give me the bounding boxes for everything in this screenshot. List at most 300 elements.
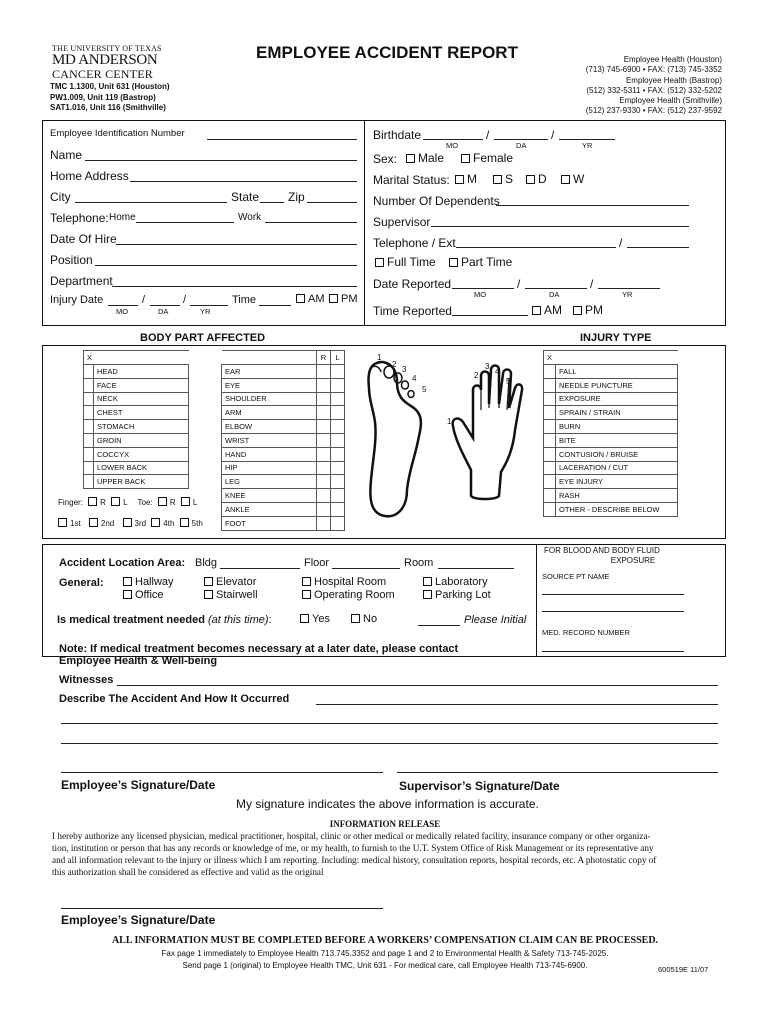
city-label: City bbox=[50, 190, 71, 204]
hospital-room-label: Hospital Room bbox=[314, 576, 387, 588]
date-slash: / bbox=[142, 294, 146, 306]
contact-line: (512) 237-9330 • FAX: (512) 237-9592 bbox=[585, 106, 722, 116]
body-part-table-1 bbox=[83, 350, 189, 489]
position-label: Position bbox=[50, 253, 93, 267]
check-cell[interactable] bbox=[84, 392, 94, 406]
describe-label: Describe The Accident And How It Occurred bbox=[59, 693, 290, 705]
injury-pm-option[interactable] bbox=[329, 293, 358, 305]
check-cell[interactable] bbox=[544, 420, 556, 434]
injury-type-cell: OTHER - DESCRIBE BELOW bbox=[556, 502, 678, 516]
r-cell[interactable] bbox=[317, 365, 331, 379]
telephone-field[interactable] bbox=[456, 247, 616, 248]
describe-field-3[interactable] bbox=[61, 743, 718, 744]
hand-num-1: 1 bbox=[447, 417, 452, 426]
med-record-field[interactable] bbox=[542, 651, 684, 652]
pm-label: PM bbox=[341, 293, 358, 305]
digit-label: 2nd bbox=[100, 519, 115, 528]
check-cell[interactable] bbox=[84, 406, 94, 420]
dependents-label: Number Of Dependents bbox=[373, 194, 500, 208]
body-part-table-2 bbox=[221, 350, 345, 531]
check-cell[interactable] bbox=[544, 447, 556, 461]
l-cell[interactable] bbox=[331, 489, 345, 503]
stairwell-checkbox[interactable] bbox=[204, 590, 213, 599]
check-cell[interactable] bbox=[544, 365, 556, 379]
describe-field-1[interactable] bbox=[316, 704, 718, 705]
state-field[interactable] bbox=[260, 202, 284, 203]
da-caption: DA bbox=[516, 141, 527, 150]
body-part-cell: HIP bbox=[222, 461, 317, 475]
please-initial-label: Please Initial bbox=[464, 614, 527, 626]
home-phone-label: Home bbox=[109, 212, 136, 223]
mo-caption: MO bbox=[446, 141, 459, 150]
r-cell[interactable] bbox=[317, 378, 331, 392]
full-time-label: Full Time bbox=[387, 255, 436, 269]
hand-num-5: 5 bbox=[506, 377, 511, 386]
date-of-hire-field[interactable] bbox=[116, 244, 357, 245]
marital-s-label: S bbox=[505, 172, 514, 186]
elevator-checkbox[interactable] bbox=[204, 577, 213, 586]
l-header: L bbox=[331, 351, 345, 365]
body-part-cell: HEAD bbox=[94, 365, 189, 379]
zip-label: Zip bbox=[288, 190, 305, 204]
digit-label: 3rd bbox=[134, 519, 147, 528]
home-address-field[interactable] bbox=[130, 181, 357, 182]
birthdate-mo[interactable] bbox=[423, 139, 483, 140]
note-line-2: Employee Health & Well-being bbox=[59, 655, 218, 667]
part-time-label: Part Time bbox=[461, 255, 513, 269]
exposure-title bbox=[540, 546, 726, 566]
male-checkbox[interactable] bbox=[406, 154, 415, 163]
foot-num-2: 2 bbox=[392, 360, 397, 369]
foot-icon bbox=[369, 362, 421, 516]
digit-label: 1st bbox=[70, 519, 81, 528]
dependents-field[interactable] bbox=[496, 205, 689, 206]
department-label: Department bbox=[50, 274, 113, 288]
birthdate-label: Birthdate bbox=[373, 128, 422, 142]
telephone-label: Telephone: bbox=[50, 211, 109, 225]
birthdate-yr[interactable] bbox=[559, 139, 615, 140]
bldg-field[interactable] bbox=[220, 568, 300, 569]
finger-l-checkbox[interactable] bbox=[111, 497, 120, 506]
foot-num-1: 1 bbox=[377, 353, 382, 362]
work-phone-label: Work bbox=[238, 212, 262, 223]
injury-date-label: Injury Date bbox=[50, 294, 104, 306]
toe-r-label: R bbox=[169, 498, 176, 507]
full-time-option[interactable] bbox=[375, 255, 436, 269]
injury-type-table bbox=[543, 350, 678, 517]
foot-num-4: 4 bbox=[412, 374, 417, 383]
digit-2nd-checkbox[interactable] bbox=[89, 518, 98, 527]
digit-label: 4th bbox=[163, 519, 175, 528]
time-reported-field[interactable] bbox=[452, 315, 528, 316]
release-signature-label: Employee’s Signature/Date bbox=[61, 913, 216, 927]
question-colon: : bbox=[268, 614, 272, 626]
emp-id-label: Employee Identification Number bbox=[50, 128, 185, 139]
body-part-cell: NECK bbox=[94, 392, 189, 406]
hospital-room-option[interactable] bbox=[302, 576, 386, 588]
release-body bbox=[52, 830, 656, 878]
medical-question-text: Is medical treatment needed bbox=[57, 614, 205, 626]
fax-instructions: Fax page 1 immediately to Employee Health 713.745.3352 and page 1 and 2 to Environmental Health & Safety 713-745-2025. bbox=[161, 949, 609, 958]
body-part-cell: UPPER BACK bbox=[94, 475, 189, 489]
r-cell[interactable] bbox=[317, 516, 331, 530]
accuracy-statement: My signature indicates the above information is accurate. bbox=[236, 797, 539, 811]
laboratory-option[interactable] bbox=[423, 576, 488, 588]
digit-1st-checkbox[interactable] bbox=[58, 518, 67, 527]
marital-w-option[interactable] bbox=[561, 172, 584, 186]
no-checkbox[interactable] bbox=[351, 614, 360, 623]
marital-d-label: D bbox=[538, 172, 547, 186]
check-cell[interactable] bbox=[84, 433, 94, 447]
check-cell[interactable] bbox=[84, 365, 94, 379]
contact-line: Employee Health (Houston) bbox=[623, 55, 722, 64]
r-cell[interactable] bbox=[317, 461, 331, 475]
hospital-room-checkbox[interactable] bbox=[302, 577, 311, 586]
no-label: No bbox=[363, 613, 378, 625]
stairwell-option[interactable] bbox=[204, 589, 258, 601]
accident-location-label: Accident Location Area: bbox=[59, 557, 186, 569]
date-slash: / bbox=[517, 277, 521, 291]
part-time-checkbox[interactable] bbox=[449, 258, 458, 267]
l-cell[interactable] bbox=[331, 392, 345, 406]
body-part-cell: ARM bbox=[222, 406, 317, 420]
body-part-cell: KNEE bbox=[222, 489, 317, 503]
hallway-label: Hallway bbox=[135, 576, 174, 588]
check-cell[interactable] bbox=[544, 378, 556, 392]
form-number: 600519E 11/07 bbox=[658, 965, 709, 974]
pm-label: PM bbox=[585, 303, 603, 317]
body-part-cell: FOOT bbox=[222, 516, 317, 530]
marital-d-checkbox[interactable] bbox=[526, 175, 535, 184]
am-label: AM bbox=[544, 303, 562, 317]
finger-label: Finger: bbox=[58, 498, 83, 507]
body-part-cell: ANKLE bbox=[222, 502, 317, 516]
describe-field-2[interactable] bbox=[61, 723, 718, 724]
l-cell[interactable] bbox=[331, 420, 345, 434]
l-cell[interactable] bbox=[331, 475, 345, 489]
r-cell[interactable] bbox=[317, 489, 331, 503]
room-field[interactable] bbox=[438, 568, 514, 569]
home-phone-field[interactable] bbox=[136, 222, 234, 223]
l-cell[interactable] bbox=[331, 502, 345, 516]
sex-male-option[interactable] bbox=[406, 151, 444, 165]
yes-checkbox[interactable] bbox=[300, 614, 309, 623]
finger-r-checkbox[interactable] bbox=[88, 497, 97, 506]
date-reported-mo[interactable] bbox=[452, 288, 514, 289]
date-of-hire-label: Date Of Hire bbox=[50, 232, 117, 246]
female-label: Female bbox=[473, 151, 514, 165]
marital-w-label: W bbox=[573, 172, 585, 186]
stairwell-label: Stairwell bbox=[216, 589, 258, 601]
marital-s-option[interactable] bbox=[493, 172, 513, 186]
body-part-cell: GROIN bbox=[94, 433, 189, 447]
date-reported-label: Date Reported bbox=[373, 277, 452, 291]
source-pt-field-1[interactable] bbox=[542, 594, 684, 595]
institution-logo bbox=[52, 45, 162, 80]
r-cell[interactable] bbox=[317, 420, 331, 434]
release-line: tion, institution or person that has any records or knowledge of me, or my health, to furnish to the U.T. System Office of Risk Management or its representative any bbox=[52, 843, 654, 853]
hand-icon bbox=[453, 366, 522, 500]
check-cell[interactable] bbox=[84, 378, 94, 392]
am-checkbox[interactable] bbox=[532, 306, 541, 315]
general-label: General: bbox=[59, 577, 104, 589]
check-cell[interactable] bbox=[544, 502, 556, 516]
injury-time-label: Time bbox=[232, 294, 257, 306]
no-option[interactable] bbox=[351, 613, 377, 625]
location-smithville: SAT1.016, Unit 116 (Smithville) bbox=[50, 103, 166, 112]
injury-type-cell: SPRAIN / STRAIN bbox=[556, 406, 678, 420]
employee-signature-field[interactable] bbox=[61, 772, 383, 773]
birthdate-da[interactable] bbox=[494, 139, 548, 140]
hand-num-3: 3 bbox=[485, 362, 490, 371]
position-field[interactable] bbox=[95, 265, 357, 266]
logo-line-3: CANCER CENTER bbox=[52, 67, 153, 81]
da-caption: DA bbox=[158, 307, 169, 316]
male-label: Male bbox=[418, 151, 445, 165]
marital-m-option[interactable] bbox=[455, 172, 477, 186]
injury-date-da[interactable] bbox=[150, 305, 180, 306]
release-line: I hereby authorize any licensed physician, medical practitioner, hospital, clinic or other medical or medically related facility, insurance company or other organiza- bbox=[52, 831, 651, 841]
parking-lot-option[interactable] bbox=[423, 589, 491, 601]
release-line: and all information relevant to the injury or illness which I am reporting. Including: medical history, consultation reports, hospital records, etc. A photostatic copy of bbox=[52, 855, 657, 865]
yr-caption: YR bbox=[622, 290, 633, 299]
mo-caption: MO bbox=[474, 290, 487, 299]
marital-d-option[interactable] bbox=[526, 172, 547, 186]
parking-lot-label: Parking Lot bbox=[435, 589, 491, 601]
body-part-cell: CHEST bbox=[94, 406, 189, 420]
pm-checkbox[interactable] bbox=[329, 294, 338, 303]
finger-l-label: L bbox=[123, 498, 128, 507]
floor-label: Floor bbox=[304, 557, 330, 569]
office-checkbox[interactable] bbox=[123, 590, 132, 599]
body-part-cell: LEG bbox=[222, 475, 317, 489]
digit-3rd-checkbox[interactable] bbox=[123, 518, 132, 527]
yes-label: Yes bbox=[312, 613, 330, 625]
body-part-cell: STOMACH bbox=[94, 420, 189, 434]
exposure-title-line-1: FOR BLOOD AND BODY FLUID bbox=[544, 546, 660, 555]
l-cell[interactable] bbox=[331, 406, 345, 420]
elevator-label: Elevator bbox=[216, 576, 257, 588]
toe-l-label: L bbox=[192, 498, 198, 507]
initial-field[interactable] bbox=[418, 625, 460, 626]
location-bastrop: PW1.009, Unit 119 (Bastrop) bbox=[50, 92, 156, 102]
room-label: Room bbox=[404, 557, 434, 569]
x-header: X bbox=[84, 351, 189, 365]
floor-field[interactable] bbox=[332, 568, 400, 569]
digit-number-row bbox=[58, 518, 203, 528]
finger-r-label: R bbox=[100, 498, 106, 507]
release-title: INFORMATION RELEASE bbox=[329, 819, 441, 829]
witnesses-field[interactable] bbox=[117, 685, 718, 686]
med-record-label: MED. RECORD NUMBER bbox=[542, 628, 630, 637]
logo-line-1: THE UNIVERSITY OF TEXAS bbox=[52, 44, 162, 53]
work-phone-field[interactable] bbox=[265, 222, 357, 223]
at-this-time-text: (at this time) bbox=[208, 614, 269, 626]
zip-field[interactable] bbox=[307, 202, 357, 203]
injury-am-option[interactable] bbox=[296, 293, 325, 305]
supervisor-field[interactable] bbox=[431, 226, 689, 227]
date-slash: / bbox=[551, 128, 555, 142]
am-checkbox[interactable] bbox=[296, 294, 305, 303]
body-part-cell: EAR bbox=[222, 365, 317, 379]
check-cell[interactable] bbox=[544, 461, 556, 475]
parking-lot-checkbox[interactable] bbox=[423, 590, 432, 599]
injury-type-cell: RASH bbox=[556, 489, 678, 503]
medical-treatment-question bbox=[57, 614, 272, 626]
ext-field[interactable] bbox=[627, 247, 689, 248]
injury-date-yr[interactable] bbox=[190, 305, 228, 306]
note-line-1: Note: If medical treatment becomes necessary at a later date, please contact bbox=[59, 643, 459, 655]
female-checkbox[interactable] bbox=[461, 154, 470, 163]
r-cell[interactable] bbox=[317, 475, 331, 489]
body-part-cell: LOWER BACK bbox=[94, 461, 189, 475]
check-cell[interactable] bbox=[84, 420, 94, 434]
injury-type-cell: EYE INJURY bbox=[556, 475, 678, 489]
location-houston: TMC 1.1300, Unit 631 (Houston) bbox=[50, 82, 170, 91]
l-cell[interactable] bbox=[331, 433, 345, 447]
check-cell[interactable] bbox=[544, 433, 556, 447]
contact-line: Employee Health (Smithville) bbox=[619, 96, 722, 106]
marital-label: Marital Status: bbox=[373, 173, 450, 187]
release-line: this authorization shall be considered as effective and valid as the original bbox=[52, 867, 324, 877]
check-cell[interactable] bbox=[544, 475, 556, 489]
sex-label: Sex: bbox=[373, 152, 398, 166]
body-part-cell: COCCYX bbox=[94, 447, 189, 461]
foot-hand-diagram bbox=[355, 350, 535, 530]
injury-type-cell: CONTUSION / BRUISE bbox=[556, 447, 678, 461]
injury-time-field[interactable] bbox=[259, 305, 291, 306]
injury-type-cell: BURN bbox=[556, 420, 678, 434]
marital-s-checkbox[interactable] bbox=[493, 175, 502, 184]
injury-type-cell: NEEDLE PUNCTURE bbox=[556, 378, 678, 392]
check-cell[interactable] bbox=[544, 489, 556, 503]
office-option[interactable] bbox=[123, 589, 164, 601]
yes-option[interactable] bbox=[300, 613, 330, 625]
yr-caption: YR bbox=[582, 141, 593, 150]
date-slash: / bbox=[183, 294, 187, 306]
hand-num-2: 2 bbox=[474, 371, 479, 380]
check-cell[interactable] bbox=[84, 475, 94, 489]
injury-type-cell: BITE bbox=[556, 433, 678, 447]
source-pt-field-2[interactable] bbox=[542, 611, 684, 612]
operating-room-label: Operating Room bbox=[314, 589, 395, 601]
body-part-title: BODY PART AFFECTED bbox=[140, 332, 266, 344]
witnesses-label: Witnesses bbox=[59, 674, 114, 686]
release-signature-field[interactable] bbox=[61, 908, 383, 909]
digit-5th-checkbox[interactable] bbox=[180, 518, 189, 527]
time-reported-label: Time Reported bbox=[373, 304, 452, 318]
supervisor-label: Supervisor bbox=[373, 215, 431, 229]
name-field[interactable] bbox=[85, 160, 357, 161]
city-field[interactable] bbox=[75, 202, 227, 203]
l-cell[interactable] bbox=[331, 378, 345, 392]
yr-caption: YR bbox=[200, 307, 211, 316]
source-pt-label: SOURCE PT NAME bbox=[542, 572, 610, 581]
contact-line: (512) 332-5311 • FAX: (512) 332-5202 bbox=[586, 85, 722, 95]
pm-checkbox[interactable] bbox=[573, 306, 582, 315]
l-cell[interactable] bbox=[331, 516, 345, 530]
marital-m-checkbox[interactable] bbox=[455, 175, 464, 184]
da-caption: DA bbox=[549, 290, 560, 299]
reported-am-option[interactable] bbox=[532, 303, 562, 317]
check-cell[interactable] bbox=[84, 447, 94, 461]
digit-label: 5th bbox=[191, 519, 203, 528]
form-title: EMPLOYEE ACCIDENT REPORT bbox=[256, 43, 518, 62]
r-cell[interactable] bbox=[317, 502, 331, 516]
date-reported-da[interactable] bbox=[525, 288, 587, 289]
hallway-option[interactable] bbox=[123, 576, 174, 588]
injury-type-cell: FALL bbox=[556, 365, 678, 379]
l-cell[interactable] bbox=[331, 461, 345, 475]
bldg-label: Bldg bbox=[195, 557, 218, 569]
date-slash: / bbox=[486, 128, 490, 142]
supervisor-signature-label: Supervisor’s Signature/Date bbox=[399, 779, 560, 793]
supervisor-signature-field[interactable] bbox=[397, 772, 718, 773]
injury-type-cell: EXPOSURE bbox=[556, 392, 678, 406]
toe-l-checkbox[interactable] bbox=[181, 497, 190, 506]
operating-room-option[interactable] bbox=[302, 589, 395, 601]
reported-pm-option[interactable] bbox=[573, 303, 603, 317]
logo-line-2: MD ANDERSON bbox=[52, 52, 158, 68]
elevator-option[interactable] bbox=[204, 576, 256, 588]
body-part-cell: WRIST bbox=[222, 433, 317, 447]
marital-m-label: M bbox=[467, 172, 477, 186]
contact-line: Employee Health (Bastrop) bbox=[625, 75, 722, 85]
check-cell[interactable] bbox=[544, 392, 556, 406]
location-list bbox=[50, 82, 170, 114]
r-cell[interactable] bbox=[317, 447, 331, 461]
date-slash: / bbox=[590, 277, 594, 291]
telephone-ext-label: Telephone / Ext bbox=[373, 236, 456, 250]
workers-comp-warning: ALL INFORMATION MUST BE COMPLETED BEFORE A WORKERS’ COMPENSATION CLAIM CAN BE PROCESSED. bbox=[111, 935, 659, 946]
send-instructions: Send page 1 (original) to Employee Health TMC, Unit 631 - For medical care, call Employee Health 713-745-6900. bbox=[182, 961, 588, 970]
contact-line: (713) 745-6900 • FAX: (713) 745-3352 bbox=[585, 65, 722, 75]
body-part-cell: SHOULDER bbox=[222, 392, 317, 406]
r-cell[interactable] bbox=[317, 406, 331, 420]
operating-room-checkbox[interactable] bbox=[302, 590, 311, 599]
name-label: Name bbox=[50, 148, 83, 162]
check-cell[interactable] bbox=[544, 406, 556, 420]
injury-type-cell: LACERATION / CUT bbox=[556, 461, 678, 475]
l-cell[interactable] bbox=[331, 365, 345, 379]
injury-type-title: INJURY TYPE bbox=[580, 332, 652, 344]
marital-w-checkbox[interactable] bbox=[561, 175, 570, 184]
contact-list bbox=[586, 55, 722, 117]
hallway-checkbox[interactable] bbox=[123, 577, 132, 586]
ext-slash: / bbox=[619, 236, 623, 250]
office-label: Office bbox=[135, 589, 164, 601]
toe-r-checkbox[interactable] bbox=[158, 497, 167, 506]
part-time-option[interactable] bbox=[449, 255, 512, 269]
emp-id-field[interactable] bbox=[207, 139, 357, 140]
r-cell[interactable] bbox=[317, 392, 331, 406]
hand-num-4: 4 bbox=[495, 367, 500, 376]
injury-date-mo[interactable] bbox=[108, 305, 138, 306]
finger-toe-row bbox=[58, 497, 197, 507]
laboratory-checkbox[interactable] bbox=[423, 577, 432, 586]
employee-signature-label: Employee’s Signature/Date bbox=[61, 778, 216, 792]
sex-female-option[interactable] bbox=[461, 151, 513, 165]
l-cell[interactable] bbox=[331, 447, 345, 461]
department-field[interactable] bbox=[112, 286, 357, 287]
check-cell[interactable] bbox=[84, 461, 94, 475]
laboratory-label: Laboratory bbox=[435, 576, 488, 588]
r-cell[interactable] bbox=[317, 433, 331, 447]
full-time-checkbox[interactable] bbox=[375, 258, 384, 267]
exposure-title-line-2: EXPOSURE bbox=[610, 556, 656, 565]
date-reported-yr[interactable] bbox=[598, 288, 660, 289]
digit-4th-checkbox[interactable] bbox=[151, 518, 160, 527]
